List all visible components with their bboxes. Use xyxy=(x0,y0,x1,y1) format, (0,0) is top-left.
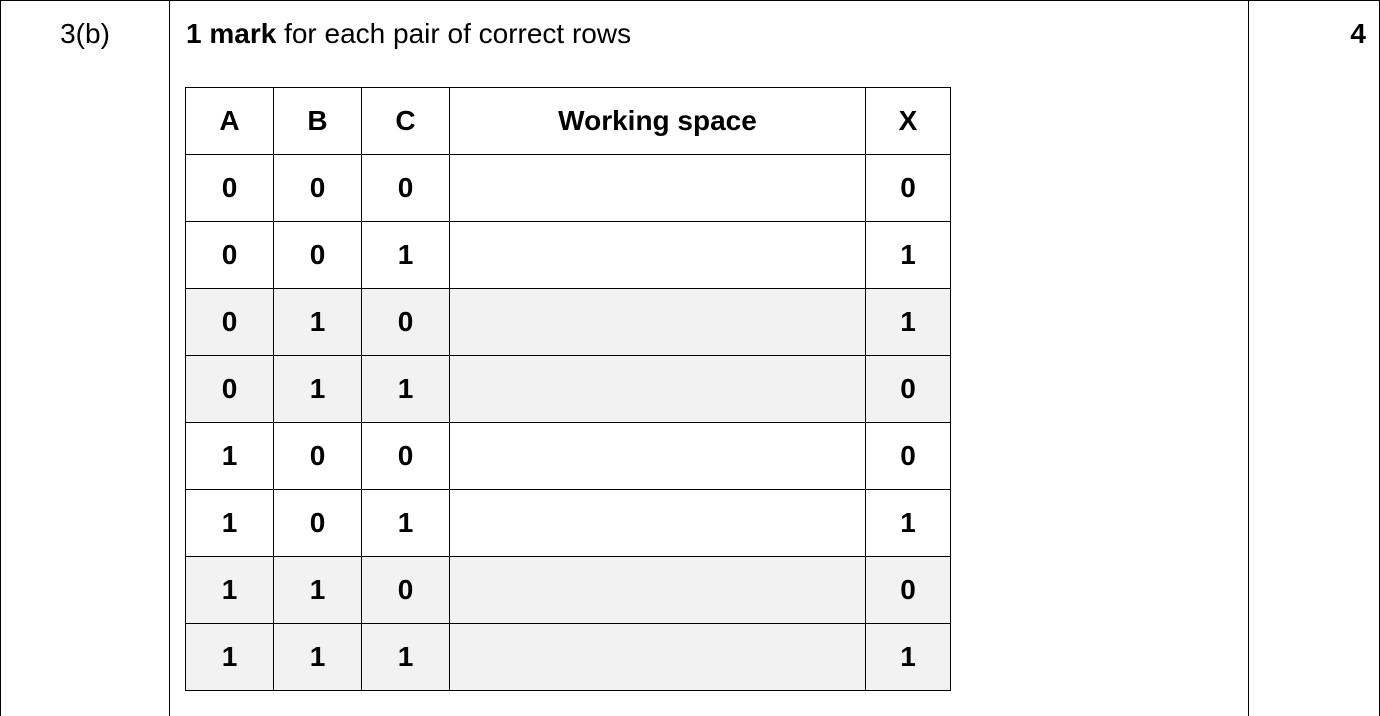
cell-b: 1 xyxy=(274,624,362,691)
table-row xyxy=(186,356,951,423)
table-row xyxy=(186,155,951,222)
cell-x: 1 xyxy=(866,222,951,289)
table-row xyxy=(186,289,951,356)
cell-a: 1 xyxy=(186,423,274,490)
cell-x: 0 xyxy=(866,557,951,624)
cell-a: 0 xyxy=(186,222,274,289)
cell-working-space xyxy=(450,155,866,222)
cell-a: 0 xyxy=(186,289,274,356)
cell-b: 0 xyxy=(274,423,362,490)
truth-table xyxy=(185,87,951,691)
cell-x: 1 xyxy=(866,289,951,356)
header-x: X xyxy=(866,88,951,155)
table-row xyxy=(186,222,951,289)
header-b: B xyxy=(274,88,362,155)
column-divider-left xyxy=(169,0,170,716)
cell-b: 1 xyxy=(274,557,362,624)
cell-a: 1 xyxy=(186,557,274,624)
cell-c: 0 xyxy=(362,155,450,222)
cell-x: 1 xyxy=(866,490,951,557)
table-row xyxy=(186,557,951,624)
column-divider-right xyxy=(1248,0,1249,716)
cell-x: 0 xyxy=(866,155,951,222)
cell-a: 0 xyxy=(186,356,274,423)
cell-working-space xyxy=(450,222,866,289)
cell-b: 0 xyxy=(274,490,362,557)
question-number: 3(b) xyxy=(60,18,110,49)
cell-c: 1 xyxy=(362,222,450,289)
header-a: A xyxy=(186,88,274,155)
cell-c: 0 xyxy=(362,423,450,490)
cell-working-space xyxy=(450,557,866,624)
cell-working-space xyxy=(450,356,866,423)
header-c: C xyxy=(362,88,450,155)
cell-a: 1 xyxy=(186,624,274,691)
cell-c: 0 xyxy=(362,289,450,356)
cell-x: 0 xyxy=(866,423,951,490)
cell-working-space xyxy=(450,289,866,356)
cell-x: 0 xyxy=(866,356,951,423)
table-row xyxy=(186,423,951,490)
cell-b: 0 xyxy=(274,222,362,289)
cell-a: 1 xyxy=(186,490,274,557)
cell-c: 1 xyxy=(362,356,450,423)
instruction-text: for each pair of correct rows xyxy=(276,18,632,49)
truth-table-header-row xyxy=(186,88,951,155)
instruction-bold: 1 mark xyxy=(186,18,277,49)
marks-value: 4 xyxy=(1350,18,1366,49)
cell-c: 0 xyxy=(362,557,450,624)
table-row xyxy=(186,624,951,691)
cell-working-space xyxy=(450,624,866,691)
marking-instruction xyxy=(186,18,631,50)
cell-b: 0 xyxy=(274,155,362,222)
cell-working-space xyxy=(450,423,866,490)
cell-c: 1 xyxy=(362,624,450,691)
cell-c: 1 xyxy=(362,490,450,557)
cell-b: 1 xyxy=(274,356,362,423)
cell-x: 1 xyxy=(866,624,951,691)
cell-working-space xyxy=(450,490,866,557)
cell-a: 0 xyxy=(186,155,274,222)
table-row xyxy=(186,490,951,557)
header-working-space: Working space xyxy=(450,88,866,155)
cell-b: 1 xyxy=(274,289,362,356)
truth-table-body xyxy=(186,155,951,691)
